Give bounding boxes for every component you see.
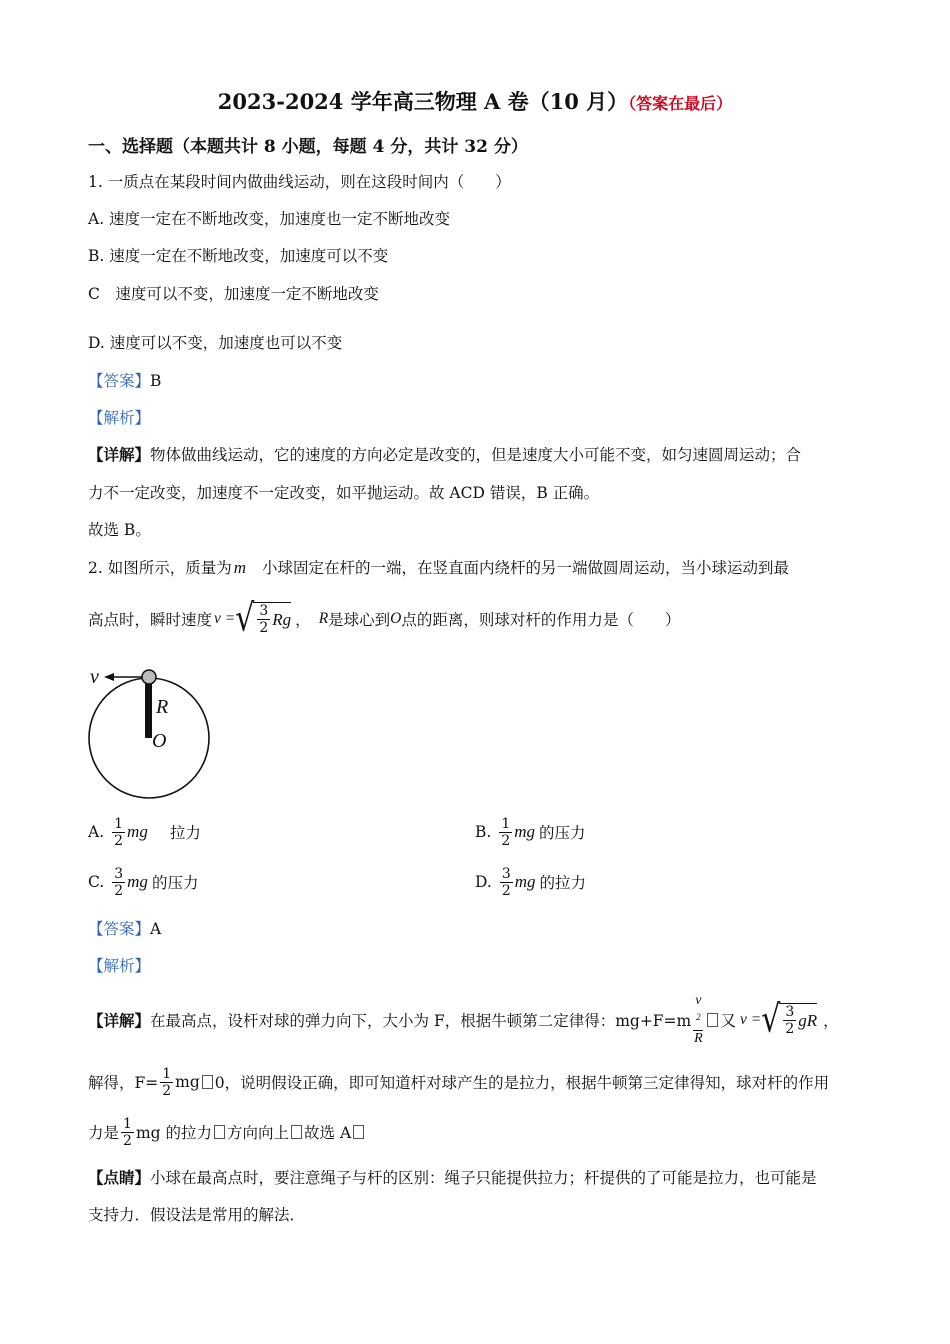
- q1-option-a: A. 速度一定在不断地改变，加速度也一定不断地改变: [88, 210, 451, 228]
- fraction-one-half: [121, 1116, 134, 1149]
- detail-text: 故选 A: [304, 1124, 352, 1142]
- q1-answer: [88, 369, 161, 391]
- q2-stem-1: [88, 556, 789, 578]
- q2-detail-2: [88, 1060, 829, 1104]
- comma: ，: [823, 1012, 839, 1030]
- title-note: （答案在最后）: [628, 94, 733, 113]
- q2-comment-2: 支持力．假设法是常用的解法．: [88, 1206, 306, 1224]
- frac-den: 2: [162, 1082, 172, 1099]
- q2-stem-text: 小球固定在杆的一端，在竖直面内绕杆的另一端做圆周运动，当小球运动到最: [262, 559, 790, 577]
- frac-num: 3: [114, 865, 124, 882]
- missing-glyph-box: [353, 1125, 364, 1139]
- detail-text: mg 的拉力: [135, 1124, 212, 1142]
- origin-symbol: O: [390, 610, 402, 627]
- detail-text: 物体做曲线运动，它的速度的方向必定是改变的，但是速度大小可能不变，如匀速圆周运动；合: [150, 446, 802, 464]
- mg-symbol: mg: [514, 822, 536, 841]
- option-text: 的压力: [151, 874, 199, 892]
- frac-den: 2: [123, 1132, 132, 1149]
- detail-text: 在最高点，设杆对球的弹力向下，大小为 F，根据牛顿第二定律得：mg+F=m: [150, 1012, 692, 1030]
- title-main: 2023-2024 学年高三物理 A 卷（10 月）: [217, 89, 629, 114]
- frac-num: 1: [123, 1115, 132, 1132]
- frac-den: 2: [114, 832, 124, 849]
- detail-text: 又: [720, 1012, 736, 1030]
- option-text: 的压力: [539, 824, 586, 842]
- frac-num: 1: [501, 815, 511, 832]
- q1-detail-1: [88, 443, 801, 465]
- frac-num: 3: [785, 1004, 795, 1020]
- mg-symbol: mg: [127, 822, 148, 841]
- q2-stem-text: 2. 如图所示，质量为: [88, 559, 232, 577]
- mg-symbol: mg: [514, 872, 536, 891]
- frac-num: 3: [259, 603, 269, 619]
- q2-stem-text: 点的距离，则球对杆的作用力是（ ）: [401, 611, 681, 629]
- detail-text: 力是: [88, 1124, 120, 1142]
- option-fraction: [499, 816, 512, 849]
- q1-analysis-tag: 【解析】: [88, 409, 151, 427]
- q2-stem-text: 高点时，瞬时速度: [88, 611, 213, 629]
- answer-tag: 【答案】: [88, 372, 151, 390]
- q2-option-c: [88, 860, 198, 904]
- missing-glyph-box: [291, 1125, 302, 1139]
- mass-symbol: m: [233, 558, 246, 577]
- frac-den: 2: [501, 882, 511, 899]
- section-heading: 一、选择题（本题共计 8 小题，每题 4 分，共计 32 分）: [88, 137, 528, 157]
- option-label: B.: [475, 823, 492, 841]
- option-fraction: [112, 866, 125, 899]
- q1-stem: 1. 一质点在某段时间内做曲线运动，则在这段时间内（ ）: [88, 173, 511, 191]
- option-fraction: [112, 816, 125, 849]
- figure-svg: [86, 664, 216, 804]
- mg-symbol: mg: [127, 872, 148, 891]
- answer-tag: 【答案】: [88, 920, 151, 938]
- q1-option-b: B. 速度一定在不断地改变，加速度可以不变: [88, 247, 389, 265]
- missing-glyph-box: [707, 1013, 718, 1027]
- gr-symbol: gR: [798, 1010, 818, 1030]
- comment-tag: 【点睛】: [88, 1168, 151, 1187]
- velocity-eq: v =: [739, 1011, 762, 1028]
- q2-option-b: [475, 810, 586, 854]
- missing-glyph-box: [202, 1075, 213, 1089]
- q2-analysis-tag: 【解析】: [88, 957, 151, 975]
- detail-text: 0，说明假设正确，即可知道杆对球产生的是拉力，根据牛顿第三定律得知，球对杆的作用: [214, 1074, 830, 1092]
- q1-detail-3: 故选 B。: [88, 521, 151, 539]
- radical-sign: √: [235, 596, 255, 641]
- option-text: 拉力: [169, 824, 201, 842]
- comment-text: 小球在最高点时，要注意绳子与杆的区别：绳子只能提供拉力；杆提供的了可能是拉力，也可能是: [150, 1169, 817, 1187]
- radical-sign: √: [761, 997, 781, 1042]
- option-label: A.: [88, 823, 105, 841]
- fraction-v2-over-r: [693, 993, 703, 1048]
- detail-tag: 【详解】: [88, 1011, 151, 1030]
- frac-den: 2: [114, 882, 124, 899]
- frac-num: 1: [114, 815, 124, 832]
- radius-symbol: R: [318, 610, 329, 627]
- option-text: 的拉力: [539, 874, 587, 892]
- answer-value: A: [150, 920, 162, 938]
- option-label: C.: [88, 873, 105, 891]
- frac-den: 2: [259, 620, 269, 636]
- circular-motion-figure: [86, 664, 216, 804]
- q1-detail-2: 力不一定改变，加速度不一定改变，如平抛运动。故 ACD 错误，B 正确。: [88, 484, 600, 502]
- q1-option-c: C 速度可以不变，加速度一定不断地改变: [88, 285, 379, 303]
- q2-answer: [88, 917, 161, 939]
- frac-den: 2: [501, 832, 511, 849]
- fraction-one-half: [160, 1066, 173, 1099]
- q2-stem-2: [88, 596, 680, 642]
- q2-detail-1: [88, 992, 839, 1047]
- detail-text: mg: [175, 1073, 200, 1091]
- q1-option-d: D. 速度可以不变，加速度也可以不变: [88, 334, 343, 352]
- radicand: [253, 602, 291, 636]
- radicand: [779, 1003, 817, 1037]
- fraction-three-halves: [783, 1004, 796, 1037]
- q2-comment-1: [88, 1166, 817, 1188]
- detail-text: 方向向上: [227, 1124, 290, 1142]
- frac-den: 2: [785, 1021, 795, 1037]
- q2-option-d: [475, 860, 586, 904]
- page-title: [0, 86, 950, 116]
- square-exponent: 2: [696, 1011, 701, 1022]
- ball: [142, 670, 156, 684]
- figure-label-v: v: [90, 666, 99, 688]
- answer-value: B: [150, 372, 162, 390]
- detail-text: 解得，F=: [88, 1074, 159, 1092]
- fraction-three-halves: [257, 603, 270, 636]
- velocity-eq: v =: [214, 610, 236, 627]
- sqrt-expression: [761, 997, 818, 1042]
- v-symbol: v: [695, 992, 702, 1008]
- rg-symbol: Rg: [272, 609, 292, 629]
- comma: ，: [295, 611, 311, 629]
- q2-stem-text: 是球心到: [328, 611, 391, 629]
- q2-option-a: [88, 810, 201, 854]
- figure-label-o: O: [152, 730, 167, 752]
- missing-glyph-box: [214, 1125, 225, 1139]
- rod: [145, 678, 152, 738]
- frac-num: [693, 993, 703, 1032]
- figure-label-r: R: [156, 696, 169, 718]
- option-label: D.: [475, 873, 492, 891]
- detail-tag: 【详解】: [88, 445, 151, 464]
- q2-detail-3: [88, 1110, 366, 1154]
- arrow-head: [104, 673, 114, 681]
- option-fraction: [500, 866, 513, 899]
- frac-num: 3: [501, 865, 511, 882]
- sqrt-expression: [235, 596, 292, 641]
- frac-den: R: [694, 1031, 703, 1047]
- frac-num: 1: [162, 1065, 172, 1082]
